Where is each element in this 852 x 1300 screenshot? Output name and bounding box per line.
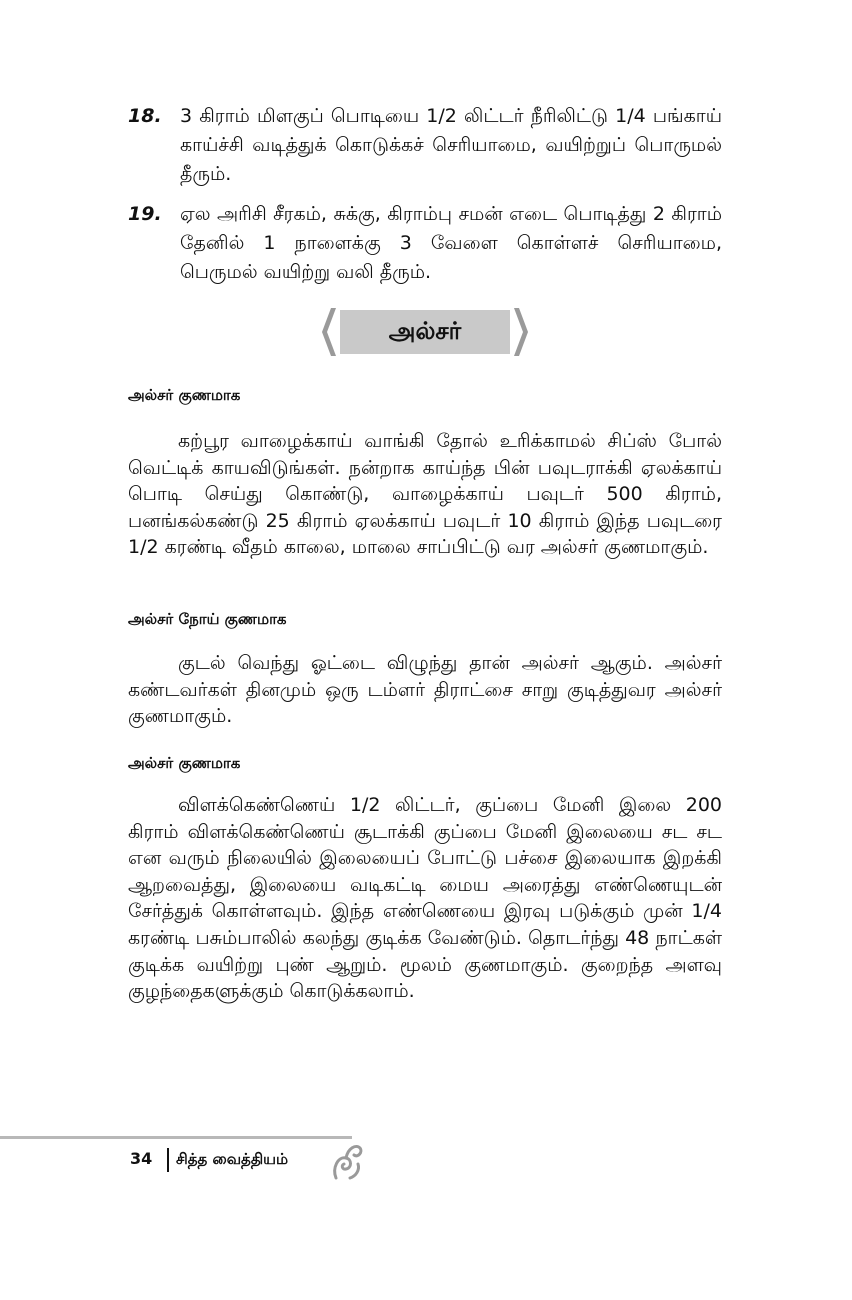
item-text: 3 கிராம் மிளகுப் பொடியை 1/2 லிட்டர் நீரிலிட்டு 1/4 பங்காய் காய்ச்சி வடித்துக் கொடுக்கச் செரியாமை, வயிற்றுப் பொருமல் தீரும். (180, 105, 722, 185)
remedy-heading: அல்சர் குணமாக (128, 386, 241, 404)
item-number: 18. (128, 105, 162, 127)
remedy-heading: அல்சர் நோய் குணமாக (128, 610, 287, 628)
page-number: 34 (130, 1149, 153, 1168)
footer-rule (0, 1136, 352, 1139)
book-title: சித்த வைத்தியம் (176, 1150, 289, 1168)
remedy-text: குடல் வெந்து ஓட்டை விழுந்து தான் அல்சர் ஆகும். அல்சர் கண்டவர்கள் தினமும் ஒரு டம்ளர் திராட்சை சாறு குடித்துவர அல்சர் குணமாகும். (128, 652, 722, 728)
ornament-icon (330, 1138, 364, 1182)
chevron-right-icon (514, 308, 528, 356)
remedy-text: விளக்கெண்ணெய் 1/2 லிட்டர், குப்பை மேனி இலை 200 கிராம் விளக்கெண்ணெய் சூடாக்கி குப்பை மேனி இலையை சட சட என வரும் நிலையில் இலையைப் போட்டு பச்சை இலையாக இறக்கி ஆறவைத்து, இலையை வடிகட்டி மைய அரைத்து எண்ணெயுடன் சேர்த்துக் கொள்ளவும். இந்த எண்ணெயை இரவு படுக்கும் முன் 1/4 கரண்டி பசும்பாலில் கலந்து குடிக்க வேண்டும். தொடர்ந்து 48 நாட்கள் குடிக்க வயிற்று புண் ஆறும். மூலம் குணமாகும். குறைந்த அளவு குழந்தைகளுக்கும் கொடுக்கலாம். (128, 794, 722, 1003)
remedy-text: கற்பூர வாழைக்காய் வாங்கி தோல் உரிக்காமல் சிப்ஸ் போல் வெட்டிக் காயவிடுங்கள். நன்றாக காய்ந்த பின் பவுடராக்கி ஏலக்காய் பொடி செய்து கொண்டு, வாழைக்காய் பவுடர் 500 கிராம், பனங்கல்கண்டு 25 கிராம் ஏலக்காய் பவுடர் 10 கிராம் இந்த பவுடரை 1/2 கரண்டி வீதம் காலை, மாலை சாப்பிட்டு வர அல்சர் குணமாகும். (128, 430, 722, 559)
item-text: ஏல அரிசி சீரகம், சுக்கு, கிராம்பு சமன் எடை பொடித்து 2 கிராம் தேனில் 1 நாளைக்கு 3 வேளை கொள்ளச் செரியாமை, பெருமல் வயிற்று வலி தீரும். (180, 203, 722, 283)
footer-separator (167, 1148, 169, 1172)
section-banner (322, 308, 528, 356)
remedy-heading: அல்சர் குணமாக (128, 754, 241, 772)
list-item-19 (128, 200, 722, 287)
section-title: அல்சர் (340, 310, 510, 354)
chevron-left-icon (322, 308, 336, 356)
item-number: 19. (128, 203, 162, 225)
list-item-18 (128, 102, 722, 189)
